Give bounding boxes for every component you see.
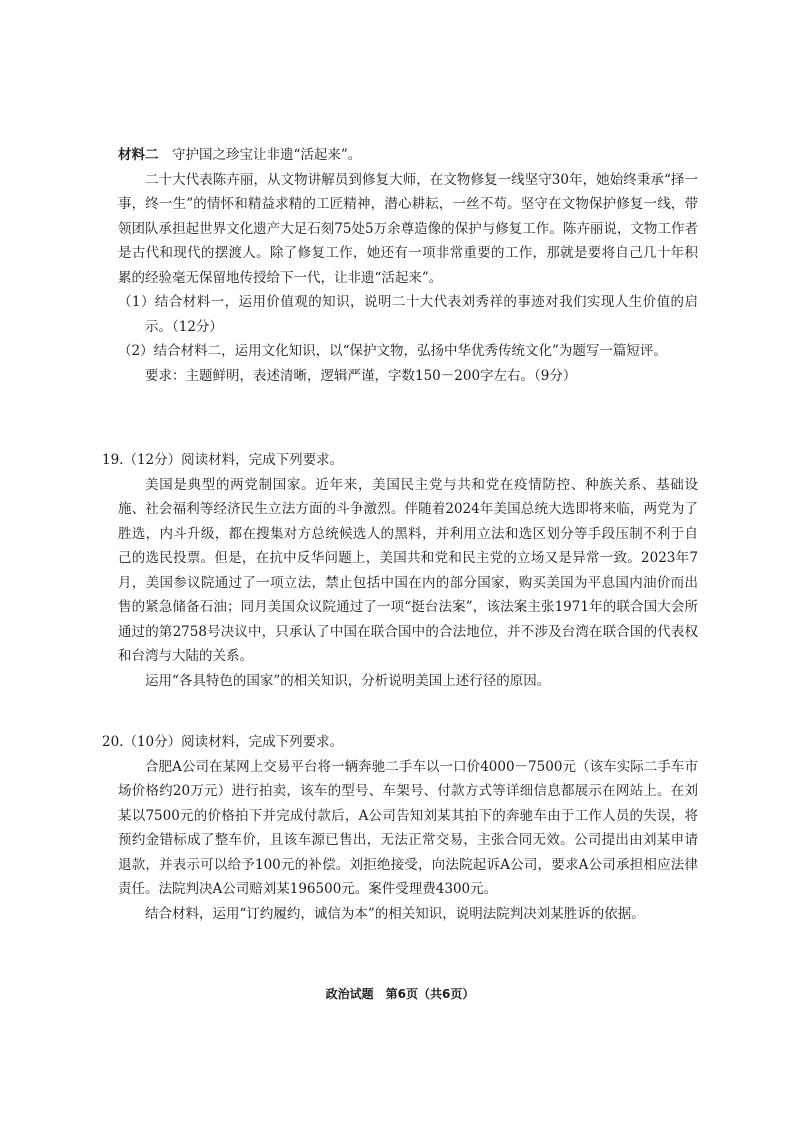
question-19-section <box>102 448 698 693</box>
subquestion-2: （2）结合材料二，运用文化知识，以“保护文物，弘扬中华优秀传统文化”为题写一篇短评。 <box>118 343 667 359</box>
material-two-title: 守护国之珍宝让非遗“活起来”。 <box>172 147 362 163</box>
subquestion-1: （1）结合材料一，运用价值观的知识，说明二十大代表刘秀祥的事迹对我们实现人生价值的启示。（12分） <box>118 294 698 335</box>
page-footer: 政治试题 第6页（共6页） <box>325 987 475 1001</box>
question-20-header: 20.（10分）阅读材料，完成下列要求。 <box>102 734 344 750</box>
question-19-material: 美国是典型的两党制国家。近年来，美国民主党与共和党在疫情防控、种族关系、基础设施、社会福利等经济民生立法方面的斗争激烈。伴随着2024年美国总统大选即将来临，两党为了胜选，内斗升级，都在搜集对方总统候选人的黑料，并利用立法和选区划分等手段压制不利于自己的选民投票。但是，在抗中反华问题上，美国共和党和民主党的立场又是异常一致。2023年7月，美国参议院通过了一项立法，禁止包括中国在内的部分国家，购买美国为平息国内油价而出售的紧急储备石油；同月美国众议院通过了一项“挺台法案”，该法案主张1971年的联合国大会所通过的第2758号决议中，只承认了中国在联合国中的合法地位，并不涉及台湾在联合国的代表权和台湾与大陆的关系。 <box>118 476 698 664</box>
material-two-heading <box>118 143 698 168</box>
subquestion-2-requirements: 要求：主题鲜明，表述清晰，逻辑严谨，字数150－200字左右。（9分） <box>145 367 577 384</box>
question-19-task: 运用“各具特色的国家”的相关知识，分析说明美国上述行径的原因。 <box>145 672 551 689</box>
material-two-label: 材料二 <box>118 147 159 163</box>
question-19-header: 19.（12分）阅读材料，完成下列要求。 <box>102 452 344 468</box>
material-two-section <box>118 143 698 388</box>
material-two-paragraph: 二十大代表陈卉丽，从文物讲解员到修复大师，在文物修复一线坚守30年，她始终秉承“择一事，终一生”的情怀和精益求精的工匠精神，潜心耕耘，一丝不苟。坚守在文物保护修复一线，带领团队承担起世界文化遗产大足石刻75处5万余尊造像的保护与修复工作。陈卉丽说，文物工作者是古代和现代的摆渡人。除了修复工作，她还有一项非常重要的工作，那就是要将自己几十年积累的经验毫无保留地传授给下一代，让非遗“活起来”。 <box>118 171 698 286</box>
question-20-task: 结合材料，运用“订约履约，诚信为本”的相关知识，说明法院判决刘某胜诉的依据。 <box>145 905 645 922</box>
question-20-material: 合肥A公司在某网上交易平台将一辆奔驰二手车以一口价4000－7500元（该车实际二手车市场价格约20万元）进行拍卖，该车的型号、车架号、付款方式等详细信息都展示在网站上。在刘某以7500元的价格拍下并完成付款后，A公司告知刘某其拍下的奔驰车由于工作人员的失误，将预约金错标成了整车价，且该车源已售出，无法正常交易，主张合同无效。公司提出由刘某申请退款，并表示可以给予100元的补偿。刘拒绝接受，向法院起诉A公司，要求A公司承担相应法律责任。法院判决A公司赔刘某196500元。案件受理费4300元。 <box>118 758 698 897</box>
question-20-section <box>102 730 698 926</box>
